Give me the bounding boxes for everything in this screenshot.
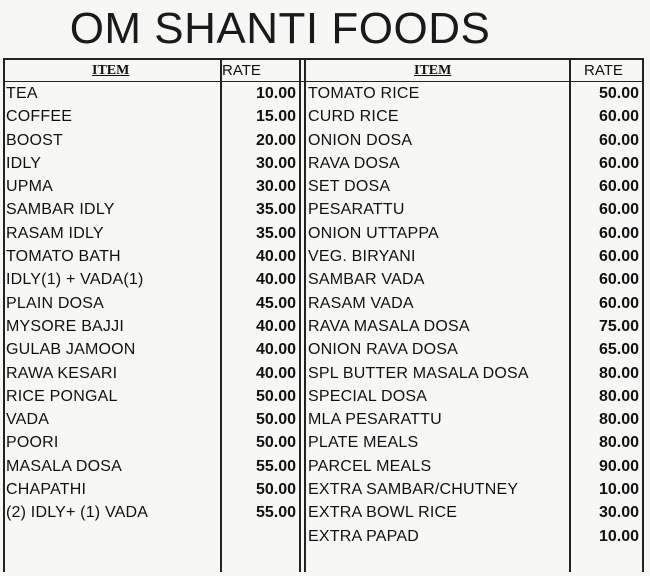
menu-row: [6, 152, 296, 175]
menu-row: [6, 175, 296, 198]
menu-item-rate: 60.00: [598, 294, 639, 312]
right-menu-column: [308, 82, 639, 548]
menu-item-name: IDLY(1) + VADA(1): [6, 271, 144, 289]
menu-item-name: PLATE MEALS: [308, 434, 419, 452]
menu-item-rate: 60.00: [598, 224, 639, 242]
menu-row: [6, 478, 296, 501]
menu-row: [308, 268, 639, 291]
menu-item-name: VEG. BIRYANI: [308, 248, 416, 266]
menu-row: [308, 455, 639, 478]
menu-row: [6, 501, 296, 524]
menu-row: [308, 408, 639, 431]
menu-item-rate: 40.00: [255, 317, 296, 335]
menu-item-name: PARCEL MEALS: [308, 457, 432, 475]
center-divider-a: [299, 58, 301, 572]
menu-item-rate: 60.00: [598, 108, 639, 126]
menu-row: [6, 385, 296, 408]
menu-row: [308, 198, 639, 221]
menu-row: [308, 292, 639, 315]
menu-item-rate: 60.00: [598, 131, 639, 149]
menu-item-name: SAMBAR VADA: [308, 271, 425, 289]
menu-item-rate: 55.00: [255, 504, 296, 522]
menu-row: [6, 245, 296, 268]
menu-item-rate: 50.00: [255, 481, 296, 499]
menu-item-rate: 80.00: [598, 364, 639, 382]
menu-item-rate: 60.00: [598, 201, 639, 219]
menu-row: [6, 408, 296, 431]
menu-item-name: EXTRA PAPAD: [308, 527, 419, 545]
menu-item-name: PLAIN DOSA: [6, 294, 105, 312]
menu-item-rate: 40.00: [255, 271, 296, 289]
menu-row: [6, 338, 296, 361]
menu-item-name: RASAM VADA: [308, 294, 414, 312]
menu-row: [6, 292, 296, 315]
menu-item-name: MLA PESARATTU: [308, 411, 442, 429]
menu-item-rate: 50.00: [598, 85, 639, 102]
menu-row: [308, 245, 639, 268]
menu-row: [308, 315, 639, 338]
menu-item-rate: 60.00: [598, 271, 639, 289]
menu-row: [6, 82, 296, 105]
center-divider-b: [304, 58, 306, 572]
menu-item-rate: 80.00: [598, 387, 639, 405]
menu-item-name: RAVA DOSA: [308, 154, 400, 172]
menu-item-name: UPMA: [6, 178, 54, 196]
menu-item-name: CHAPATHI: [6, 481, 87, 499]
menu-row: [6, 431, 296, 454]
left-rate-header: RATE: [222, 62, 261, 79]
menu-item-rate: 60.00: [598, 178, 639, 196]
menu-row: [6, 198, 296, 221]
menu-row: [308, 175, 639, 198]
menu-item-name: CURD RICE: [308, 108, 399, 126]
menu-item-name: BOOST: [6, 131, 64, 149]
menu-item-rate: 40.00: [255, 248, 296, 266]
menu-item-name: COFFEE: [6, 108, 73, 126]
menu-item-name: RAVA MASALA DOSA: [308, 317, 470, 335]
menu-item-rate: 60.00: [598, 248, 639, 266]
menu-item-name: ONION DOSA: [308, 131, 413, 149]
menu-item-rate: 15.00: [255, 108, 296, 126]
right-item-header: ITEM: [414, 63, 452, 78]
table-right-border: [642, 58, 644, 572]
menu-item-rate: 50.00: [255, 434, 296, 452]
menu-item-rate: 75.00: [598, 317, 639, 335]
menu-item-name: EXTRA BOWL RICE: [308, 504, 458, 522]
menu-item-name: PESARATTU: [308, 201, 405, 219]
menu-item-rate: 30.00: [598, 504, 639, 522]
menu-item-rate: 10.00: [598, 481, 639, 499]
menu-item-name: ONION UTTAPPA: [308, 224, 439, 242]
table-left-border: [3, 58, 5, 572]
menu-item-rate: 50.00: [255, 411, 296, 429]
menu-item-rate: 20.00: [255, 131, 296, 149]
menu-item-name: SPECIAL DOSA: [308, 387, 428, 405]
right-rate-header: RATE: [584, 62, 623, 79]
menu-title: OM SHANTI FOODS: [69, 4, 491, 53]
menu-item-rate: 10.00: [598, 527, 639, 545]
menu-row: [308, 478, 639, 501]
menu-item-name: SAMBAR IDLY: [6, 201, 115, 219]
menu-item-rate: 30.00: [255, 154, 296, 172]
menu-item-name: TOMATO BATH: [6, 248, 121, 266]
menu-row: [6, 222, 296, 245]
menu-item-name: TEA: [6, 85, 38, 102]
menu-row: [308, 222, 639, 245]
menu-item-rate: 40.00: [255, 364, 296, 382]
menu-item-name: TOMATO RICE: [308, 85, 420, 102]
menu-row: [6, 315, 296, 338]
menu-item-rate: 90.00: [598, 457, 639, 475]
menu-item-name: ONION RAVA DOSA: [308, 341, 458, 359]
menu-item-name: IDLY: [6, 154, 42, 172]
menu-row: [308, 362, 639, 385]
menu-item-name: EXTRA SAMBAR/CHUTNEY: [308, 481, 519, 499]
menu-item-name: SPL BUTTER MASALA DOSA: [308, 364, 529, 382]
menu-row: [6, 455, 296, 478]
menu-row: [6, 268, 296, 291]
menu-item-rate: 55.00: [255, 457, 296, 475]
menu-item-rate: 80.00: [598, 434, 639, 452]
menu-item-name: POORI: [6, 434, 59, 452]
menu-row: [308, 385, 639, 408]
menu-row: [308, 431, 639, 454]
menu-row: [308, 501, 639, 524]
menu-item-name: SET DOSA: [308, 178, 391, 196]
menu-row: [6, 105, 296, 128]
menu-item-name: RICE PONGAL: [6, 387, 118, 405]
menu-row: [308, 338, 639, 361]
menu-item-name: GULAB JAMOON: [6, 341, 136, 359]
menu-item-rate: 30.00: [255, 178, 296, 196]
menu-item-rate: 50.00: [255, 387, 296, 405]
menu-row: [308, 525, 639, 548]
menu-row: [6, 129, 296, 152]
menu-item-name: MASALA DOSA: [6, 457, 123, 475]
menu-item-rate: 40.00: [255, 341, 296, 359]
menu-item-name: (2) IDLY+ (1) VADA: [6, 504, 149, 522]
menu-item-rate: 80.00: [598, 411, 639, 429]
left-item-header: ITEM: [92, 63, 130, 78]
menu-item-name: MYSORE BAJJI: [6, 317, 124, 335]
menu-row: [308, 105, 639, 128]
menu-item-rate: 65.00: [598, 341, 639, 359]
menu-row: [308, 129, 639, 152]
menu-item-rate: 10.00: [255, 85, 296, 102]
menu-item-name: RAWA KESARI: [6, 364, 118, 382]
menu-item-rate: 60.00: [598, 154, 639, 172]
menu-item-name: VADA: [6, 411, 50, 429]
menu-row: [308, 82, 639, 105]
menu-item-name: RASAM IDLY: [6, 224, 104, 242]
menu-item-rate: 35.00: [255, 201, 296, 219]
menu-item-rate: 35.00: [255, 224, 296, 242]
menu-row: [6, 362, 296, 385]
left-menu-column: [6, 82, 296, 525]
menu-row: [308, 152, 639, 175]
menu-item-rate: 45.00: [255, 294, 296, 312]
